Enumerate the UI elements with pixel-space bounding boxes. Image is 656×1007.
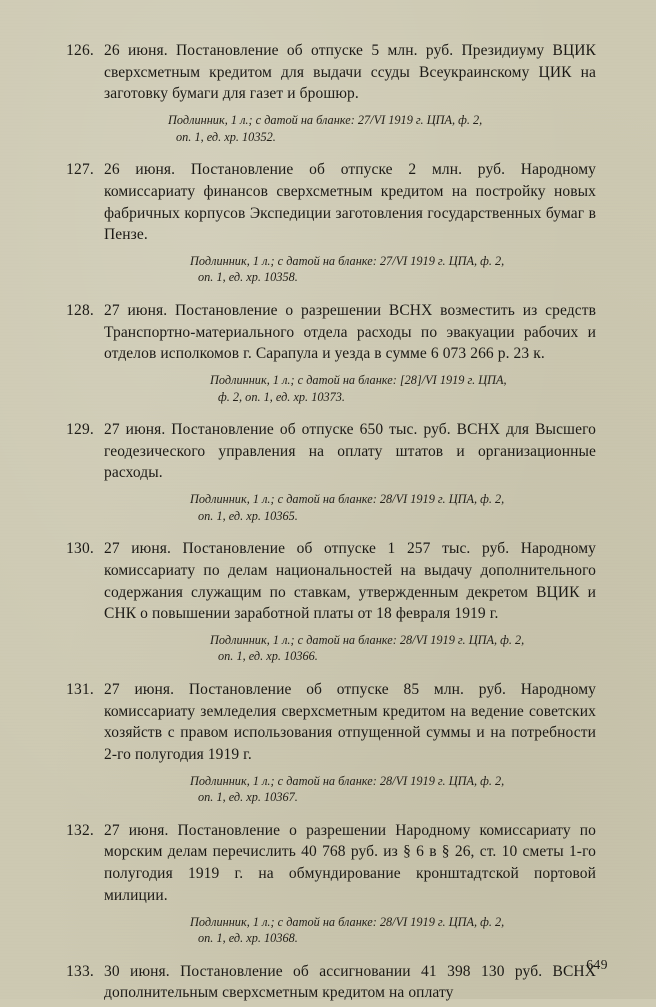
- entry-source: [60, 491, 596, 524]
- source-line-2: оп. 1, ед. хр. 10365.: [198, 508, 298, 523]
- source-line-1: Подлинник, 1 л.; с датой на бланке: 28/VI 1919 г. ЦПА, ф. 2,: [210, 632, 525, 647]
- page-number: 649: [586, 957, 608, 972]
- list-item: [60, 961, 596, 1004]
- list-item: [60, 159, 596, 286]
- entry-number: 126.: [66, 42, 94, 59]
- entry-number: 128.: [66, 301, 94, 319]
- entry-text: 27 июня. Постановление о разрешении Народному комиссариату по морским делам перечислить 40 768 руб. из § 6 в § 26, ст. 10 сметы 1-го полугодия 1919 г. на обмундирование кронштадтской портовой милиции.: [104, 821, 596, 904]
- entry-body: [60, 419, 596, 484]
- source-line-2: оп. 1, ед. хр. 10358.: [198, 270, 298, 285]
- entry-text: 27 июня. Постановление об отпуске 650 тыс. руб. ВСНХ для Высшего геодезического управления на оплату штатов и организационные расходы.: [104, 421, 596, 482]
- entry-text: 27 июня. Постановление об отпуске 85 млн. руб. Народному комиссариату земледелия сверхсметным кредитом на ведение советских хозяйств с правом использования отпущенной суммы и на потребности 2-го полугодия 1919 г.: [104, 680, 596, 764]
- entry-number: 131.: [66, 680, 94, 698]
- entry-number: 133.: [66, 962, 94, 980]
- entry-body: [60, 679, 596, 766]
- entry-number: 130.: [66, 540, 94, 558]
- entry-source: [60, 253, 596, 286]
- source-line-2: оп. 1, ед. хр. 10366.: [218, 649, 318, 664]
- entry-text: 27 июня. Постановление о разрешении ВСНХ возместить из средств Транспортно-материального отдела расходы по эвакуации рабочих и отделов исполкомов г. Сарапула и уезда в сумме 6 073 266 р. 23 к.: [104, 301, 596, 363]
- list-item: [60, 820, 596, 947]
- list-item: [60, 538, 596, 665]
- entry-number: 127.: [66, 161, 94, 179]
- entry-body: [60, 159, 596, 246]
- source-line-1: Подлинник, 1 л.; с датой на бланке: 28/VI 1919 г. ЦПА, ф. 2,: [190, 773, 505, 788]
- source-line-2: ф. 2, оп. 1, ед. хр. 10373.: [218, 389, 346, 404]
- source-line-1: Подлинник, 1 л.; с датой на бланке: [28]/VI 1919 г. ЦПА,: [210, 373, 507, 388]
- entry-source: [60, 372, 596, 405]
- entry-list: [60, 40, 596, 1007]
- source-line-2: оп. 1, ед. хр. 10368.: [198, 931, 298, 946]
- list-item: [60, 419, 596, 524]
- source-line-1: Подлинник, 1 л.; с датой на бланке: 27/VI 1919 г. ЦПА, ф. 2,: [168, 113, 483, 128]
- entry-body: [60, 961, 596, 1004]
- list-item: [60, 300, 596, 405]
- entry-body: [60, 538, 596, 625]
- source-line-1: Подлинник, 1 л.; с датой на бланке: 28/VI 1919 г. ЦПА, ф. 2,: [190, 914, 505, 929]
- entry-source: [60, 112, 596, 145]
- source-line-2: оп. 1, ед. хр. 10367.: [198, 790, 298, 805]
- entry-source: [60, 632, 596, 665]
- entry-number: 132.: [66, 821, 94, 839]
- source-line-1: Подлинник, 1 л.; с датой на бланке: 28/VI 1919 г. ЦПА, ф. 2,: [190, 492, 505, 507]
- entry-number: 129.: [66, 421, 94, 439]
- list-item: [60, 679, 596, 806]
- entry-text: 26 июня. Постановление об отпуске 5 млн. руб. Президиуму ВЦИК сверхсметным кредитом для выдачи ссуды Всеукраинскому ЦИК на заготовку бумаги для газет и брошюр.: [104, 42, 596, 103]
- source-line-2: оп. 1, ед. хр. 10352.: [176, 129, 276, 144]
- entry-body: [60, 40, 596, 105]
- entry-source: [60, 773, 596, 806]
- list-item: [60, 40, 596, 145]
- entry-text: 26 июня. Постановление об отпуске 2 млн. руб. Народному комиссариату финансов сверхсметным кредитом на постройку новых фабричных корпусов Экспедиции заготовления государственных бумаг в Пензе.: [104, 161, 596, 244]
- entry-text: 30 июня. Постановление об ассигновании 41 398 130 руб. ВСНХ дополнительным сверхсметным кредитом на оплату: [104, 962, 596, 1002]
- entry-body: [60, 820, 596, 907]
- entry-source: [60, 914, 596, 947]
- entry-text: 27 июня. Постановление об отпуске 1 257 тыс. руб. Народному комиссариату по делам национальностей на выдачу дополнительного содержания служащим по ставкам, утвержденным декретом ВЦИК и СНК о повышении заработной платы от 18 февраля 1919 г.: [104, 540, 596, 623]
- source-line-1: Подлинник, 1 л.; с датой на бланке: 27/VI 1919 г. ЦПА, ф. 2,: [190, 253, 505, 268]
- entry-body: [60, 300, 596, 365]
